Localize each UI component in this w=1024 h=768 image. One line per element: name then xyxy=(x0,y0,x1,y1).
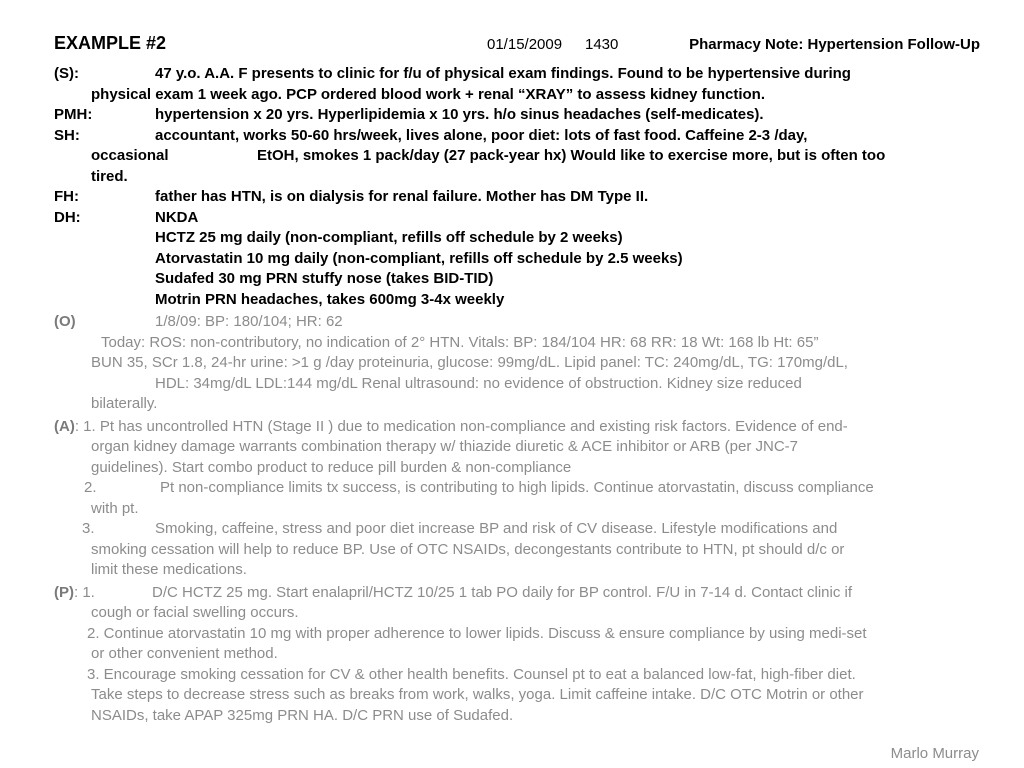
subjective-label: (S): xyxy=(54,65,79,82)
dh-section xyxy=(54,208,986,229)
assessment-label: (A) xyxy=(54,417,75,435)
objective-today-1: Today: ROS: non-contributory, no indication of 2° HTN. Vitals: BP: 184/104 HR: 68 RR: 18 Wt: 168 lb Ht: 65” xyxy=(101,333,819,351)
plan-item-3-line-3: NSAIDs, take APAP 325mg PRN HA. D/C PRN use of Sudafed. xyxy=(91,706,514,724)
dh-allergy: NKDA xyxy=(155,208,199,226)
assessment-item-1-num: : 1. xyxy=(74,417,96,435)
subjective-section xyxy=(54,64,986,85)
pmh-label: PMH: xyxy=(54,106,93,123)
sh-line-2b: EtOH, smokes 1 pack/day (27 pack-year hx) Would like to exercise more, but is often too xyxy=(257,147,886,164)
objective-today-4: bilaterally. xyxy=(91,395,158,412)
sh-section xyxy=(54,126,986,147)
assessment-item-3-line-1: Smoking, caffeine, stress and poor diet increase BP and risk of CV disease. Lifestyle modifications and xyxy=(155,520,838,537)
med-item-4: Motrin PRN headaches, takes 600mg 3-4x weekly xyxy=(155,290,505,308)
note-date: 01/15/2009 xyxy=(487,36,563,53)
example-title: EXAMPLE #2 xyxy=(54,33,167,53)
objective-prior: 1/8/09: BP: 180/104; HR: 62 xyxy=(155,313,343,330)
pmh-text: hypertension x 20 yrs. Hyperlipidemia x 10 yrs. h/o sinus headaches (self-medicates). xyxy=(155,106,764,123)
dh-label: DH: xyxy=(54,208,81,226)
med-item-1: HCTZ 25 mg daily (non-compliant, refills off schedule by 2 weeks) xyxy=(155,229,623,246)
note-title: Pharmacy Note: Hypertension Follow-Up xyxy=(689,36,980,53)
plan-item-1-line-2: cough or facial swelling occurs. xyxy=(91,604,299,621)
assessment-item-1-line-1: Pt has uncontrolled HTN (Stage II ) due to medication non-compliance and existing risk factors. Evidence of end- xyxy=(99,417,848,435)
plan-item-1-line-1: D/C HCTZ 25 mg. Start enalapril/HCTZ 10/25 1 tab PO daily for BP control. F/U in 7-14 d. Contact clinic if xyxy=(152,583,852,601)
plan-label: (P) xyxy=(54,583,74,601)
sh-line-2 xyxy=(54,146,986,167)
objective-today-3: HDL: 34mg/dL LDL:144 mg/dL Renal ultrasound: no evidence of obstruction. Kidney size reduced xyxy=(155,374,802,392)
assessment-item-3-line-2: smoking cessation will help to reduce BP. Use of OTC NSAIDs, decongestants contribute to HTN, pt should d/c or xyxy=(91,540,845,558)
assessment-item-3-num: 3. xyxy=(82,520,95,537)
plan-item-3-line-2: Take steps to decrease stress such as breaks from work, walks, yoga. Limit caffeine intake. D/C OTC Motrin or other xyxy=(91,686,864,703)
assessment-item-3 xyxy=(54,519,986,540)
subjective-line-1: 47 y.o. A.A. F presents to clinic for f/u of physical exam findings. Found to be hypertensive during xyxy=(155,65,851,82)
assessment-item-2 xyxy=(54,478,986,499)
note-time: 1430 xyxy=(585,36,619,53)
fh-text: father has HTN, is on dialysis for renal failure. Mother has DM Type II. xyxy=(155,188,649,205)
med-item-2: Atorvastatin 10 mg daily (non-compliant, refills off schedule by 2.5 weeks) xyxy=(155,249,683,267)
sh-line-3: tired. xyxy=(91,167,128,185)
note-header xyxy=(54,33,980,55)
sh-label: SH: xyxy=(54,126,80,144)
med-item-3: Sudafed 30 mg PRN stuffy nose (takes BID-TID) xyxy=(155,270,494,287)
pmh-section xyxy=(54,105,986,126)
author-name: Marlo Murray xyxy=(890,745,979,762)
plan-item-3-line-1: 3. Encourage smoking cessation for CV & other health benefits. Counsel pt to eat a balanced low-fat, high-fiber diet. xyxy=(87,665,856,683)
assessment-item-2-num: 2. xyxy=(84,479,97,496)
assessment-item-2-line-2: with pt. xyxy=(91,499,139,517)
fh-section xyxy=(54,187,986,208)
objective-section xyxy=(54,312,986,333)
assessment-section xyxy=(54,417,986,438)
plan-item-2-line-2: or other convenient method. xyxy=(91,645,278,662)
assessment-item-3-line-3: limit these medications. xyxy=(91,561,247,578)
assessment-item-1-line-2: organ kidney damage warrants combination therapy w/ thiazide diuretic & ACE inhibitor or ARB (per JNC-7 xyxy=(91,438,799,455)
note-body xyxy=(54,64,986,726)
sh-line-2a: occasional xyxy=(91,147,169,164)
assessment-item-1-line-3: guidelines). Start combo product to reduce pill burden & non-compliance xyxy=(91,458,572,476)
plan-item-2-line-1: 2. Continue atorvastatin 10 mg with proper adherence to lower lipids. Discuss & ensure compliance by using medi-set xyxy=(87,624,867,642)
fh-label: FH: xyxy=(54,188,79,205)
plan-item-1-num: : 1. xyxy=(74,583,95,601)
objective-today-2: BUN 35, SCr 1.8, 24-hr urine: >1 g /day proteinuria, glucose: 99mg/dL. Lipid panel: TC: 240mg/dL, TG: 170mg/dL, xyxy=(91,354,848,371)
assessment-item-2-line-1: Pt non-compliance limits tx success, is contributing to high lipids. Continue atorvastatin, discuss compliance xyxy=(160,479,874,496)
subjective-line-2: physical exam 1 week ago. PCP ordered blood work + renal “XRAY” to assess kidney function. xyxy=(91,85,765,103)
sh-line-1: accountant, works 50-60 hrs/week, lives alone, poor diet: lots of fast food. Caffeine 2-3 /day, xyxy=(155,126,808,144)
plan-section xyxy=(54,583,986,604)
objective-label: (O) xyxy=(54,313,76,330)
